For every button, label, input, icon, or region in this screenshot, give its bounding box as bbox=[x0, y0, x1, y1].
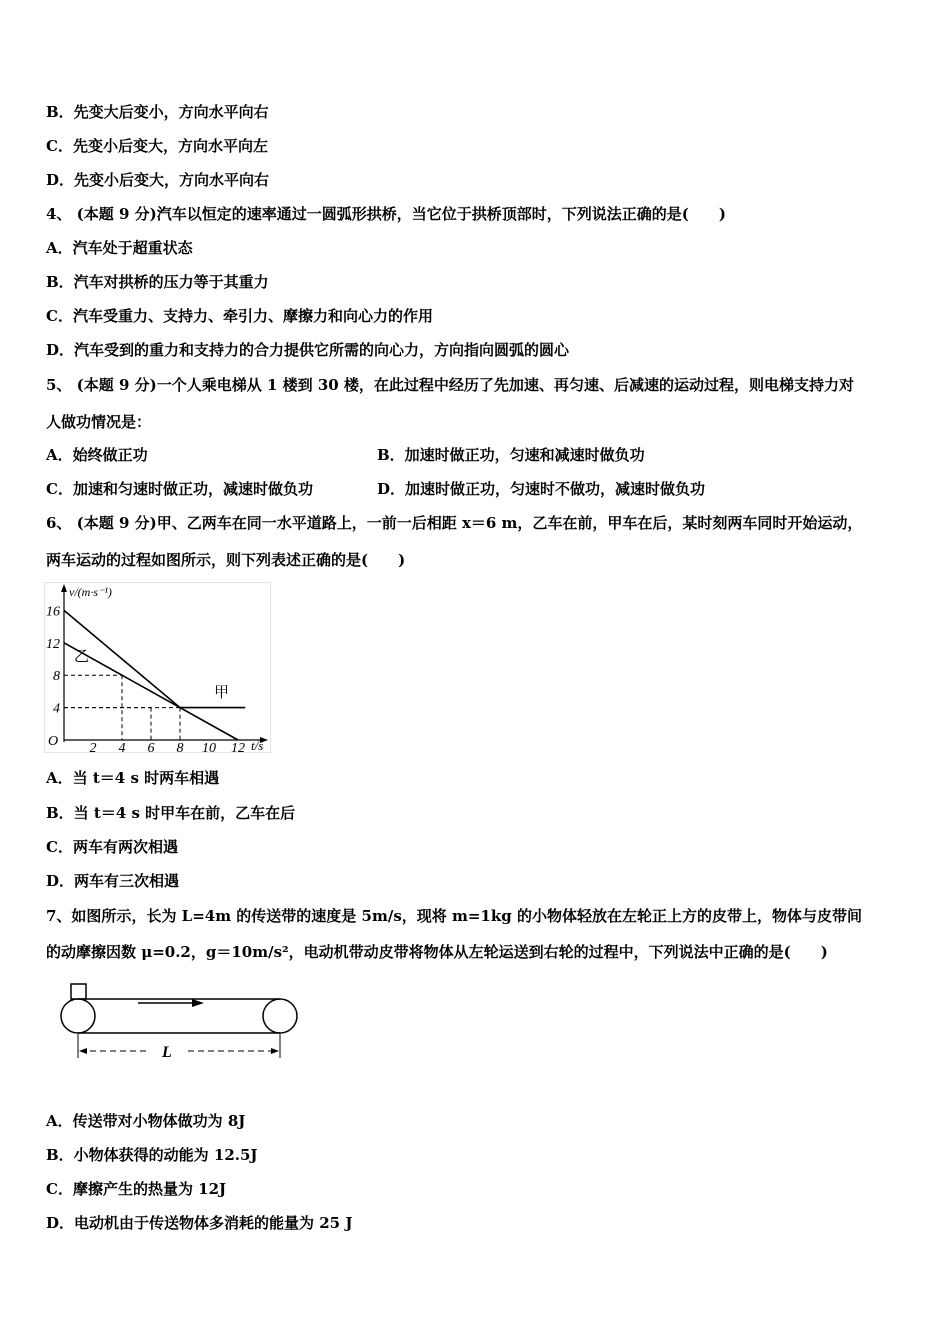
q4-stem: 4、 (本题 9 分)汽车以恒定的速率通过一圆弧形拱桥，当它位于拱桥顶部时，下列说法正确的是( ) bbox=[46, 205, 726, 223]
q4-option-b: B．汽车对拱桥的压力等于其重力 bbox=[46, 273, 269, 291]
q3-option-d: D．先变小后变大，方向水平向右 bbox=[46, 171, 270, 189]
q4-option-c: C．汽车受重力、支持力、牵引力、摩擦力和向心力的作用 bbox=[46, 307, 433, 325]
q5-option-d: D．加速时做正功，匀速时不做功，减速时做负功 bbox=[377, 480, 706, 498]
small-block bbox=[71, 984, 86, 999]
q5-stem-line2: 人做功情况是： bbox=[46, 413, 152, 431]
q3-option-b: B．先变大后变小，方向水平向右 bbox=[46, 103, 269, 121]
q4-option-a: A．汽车处于超重状态 bbox=[46, 239, 193, 257]
q6-option-d: D．两车有三次相遇 bbox=[46, 872, 180, 890]
y-tick-label: 12 bbox=[46, 636, 60, 652]
y-tick-label: 16 bbox=[46, 604, 60, 620]
q6-option-b: B．当 t＝4 s 时甲车在前，乙车在后 bbox=[46, 804, 296, 822]
q5-option-b: B．加速时做正功，匀速和减速时做负功 bbox=[377, 446, 645, 464]
left-wheel bbox=[61, 999, 95, 1033]
right-wheel bbox=[263, 999, 297, 1033]
q4-option-d: D．汽车受到的重力和支持力的合力提供它所需的向心力，方向指向圆弧的圆心 bbox=[46, 341, 570, 359]
length-arrow-right bbox=[271, 1048, 279, 1054]
q7-stem-line2: 的动摩擦因数 μ=0.2，g＝10m/s²，电动机带动皮带将物体从左轮运送到右轮的过程中，下列说法中正确的是( ) bbox=[46, 943, 828, 961]
x-tick-label: 4 bbox=[118, 741, 126, 754]
q6-option-a: A．当 t＝4 s 时两车相遇 bbox=[46, 769, 220, 787]
x-tick-label: 8 bbox=[176, 741, 184, 754]
conveyor-belt-figure bbox=[58, 982, 303, 1064]
x-tick-label: 12 bbox=[231, 741, 245, 754]
q6-stem-line2: 两车运动的过程如图所示，则下列表述正确的是( ) bbox=[46, 551, 406, 569]
length-label: L bbox=[162, 1044, 172, 1061]
length-arrow-left bbox=[79, 1048, 87, 1054]
q6-option-c: C．两车有两次相遇 bbox=[46, 838, 178, 856]
x-axis-label: t/s bbox=[251, 738, 264, 753]
x-tick-label: 6 bbox=[147, 741, 155, 754]
x-tick-label: 2 bbox=[89, 741, 97, 754]
y-axis-label: v/(m·s⁻¹) bbox=[69, 585, 112, 599]
q5-stem-line1: 5、 (本题 9 分)一个人乘电梯从 1 楼到 30 楼，在此过程中经历了先加速、再匀速、后减速的运动过程，则电梯支持力对 bbox=[46, 376, 854, 394]
q3-option-c: C．先变小后变大，方向水平向左 bbox=[46, 137, 268, 155]
q5-option-a: A．始终做正功 bbox=[46, 446, 148, 464]
origin-label: O bbox=[48, 734, 59, 749]
q6-stem-line1: 6、 (本题 9 分)甲、乙两车在同一水平道路上，一前一后相距 x＝6 m，乙车在前，甲车在后，某时刻两车同时开始运动， bbox=[46, 514, 863, 532]
q5-option-c: C．加速和匀速时做正功，减速时做负功 bbox=[46, 480, 313, 498]
direction-arrow-head bbox=[192, 999, 204, 1007]
q7-option-b: B．小物体获得的动能为 12.5J bbox=[46, 1146, 258, 1164]
q7-option-d: D．电动机由于传送物体多消耗的能量为 25 J bbox=[46, 1214, 353, 1232]
q7-option-a: A．传送带对小物体做功为 8J bbox=[46, 1112, 246, 1130]
x-tick-label: 10 bbox=[202, 741, 216, 754]
series-label-jia: 甲 bbox=[214, 685, 230, 701]
q7-option-c: C．摩擦产生的热量为 12J bbox=[46, 1180, 227, 1198]
q7-stem-line1: 7、如图所示，长为 L=4m 的传送带的速度是 5m/s，现将 m=1kg 的小物体轻放在左轮正上方的皮带上，物体与皮带间 bbox=[46, 907, 862, 925]
velocity-time-graph bbox=[44, 582, 272, 754]
y-tick-label: 8 bbox=[53, 669, 60, 685]
y-tick-label: 4 bbox=[53, 701, 60, 717]
series-label-yi: 乙 bbox=[74, 649, 90, 665]
